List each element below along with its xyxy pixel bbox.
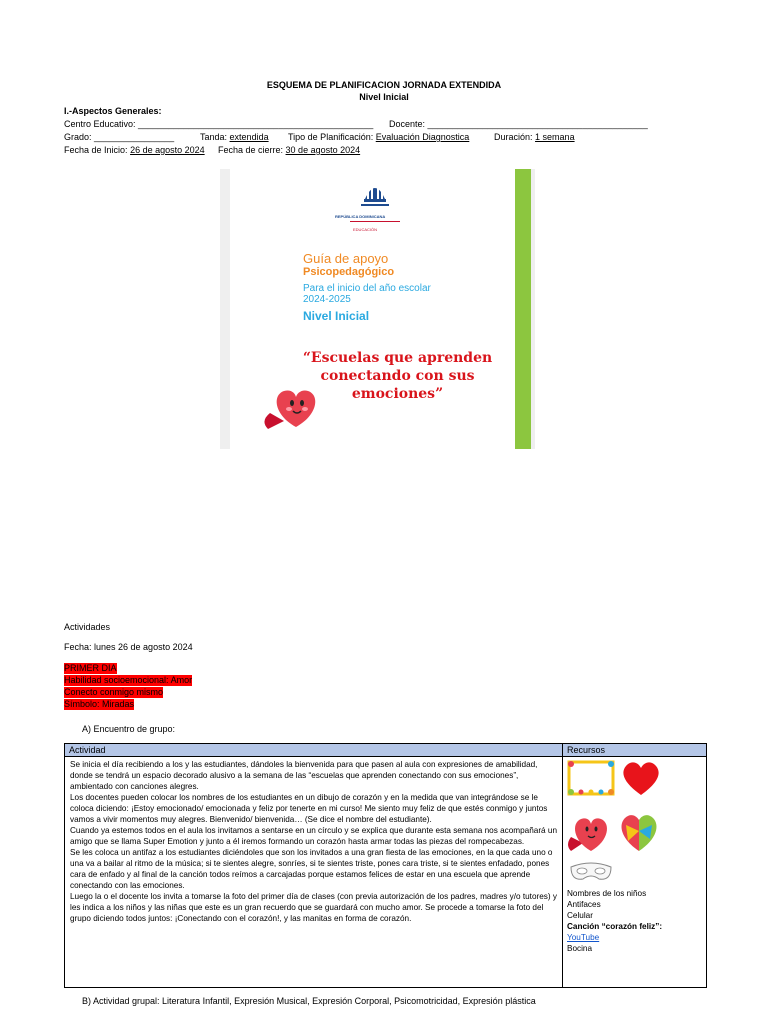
actividad-paragraph: Los docentes pueden colocar los nombres de los estudiantes en un dibujo de corazón y en la medida que van integrándose se le coloca diciendo: ¡Estoy emocionado/ emocionada y feliz por tenerte en mi curso! Me siento muy feliz de que estés conmigo y juntos vamos a vivir momentos muy alegres. Bienvenido/ bienvenida… (Se dice el nombre del estudiante). xyxy=(70,793,548,824)
header-actividad: Actividad xyxy=(69,745,106,755)
actividad-paragraph: Luego la o el docente los invita a tomarse la foto del primer día de clases (con previa autorización de los padres, madres y/o tutores) y les indica a los niños y las niñas que este es un gran recuerdo que se guardará con mucho amor. Se procede a tomarse la foto del grupo diciendo todos juntos: ¡Conectando con el corazón!, y las manitas en forma de corazón. xyxy=(70,892,557,923)
activities-label: Actividades xyxy=(64,622,111,632)
duracion-field xyxy=(494,132,575,143)
cover-para-line2: 2024-2025 xyxy=(303,294,351,305)
cover-guia: Guía de apoyo xyxy=(303,251,389,266)
centro-educativo-field: Centro Educativo: _______________________________________________ xyxy=(64,119,374,129)
government-seal-icon xyxy=(359,179,391,209)
cover-divider xyxy=(350,221,400,222)
cierre-label: Fecha de cierre: xyxy=(218,145,284,155)
cover-nivel: Nivel Inicial xyxy=(303,309,370,323)
red-heart-icon xyxy=(620,759,662,797)
habilidad-label: Habilidad socioemocional: Amor xyxy=(64,675,193,685)
cover-republica: REPÚBLICA DOMINICANA xyxy=(335,214,386,219)
section-a-heading: A) Encuentro de grupo: xyxy=(82,724,176,734)
cover-page xyxy=(230,169,515,449)
cover-para-line1: Para el inicio del año escolar xyxy=(303,283,431,294)
actividad-paragraph: Cuando ya estemos todos en el aula los invitamos a sentarse en un círculo y se explica que durante esta semana nos acompañará un amigo que se llama Super Emotion y junto a él iremos formando un corazón hasta armar todas las piezas del rompecabezas. xyxy=(70,826,557,846)
tanda-value: extendida xyxy=(229,132,269,142)
general-heading: I.-Aspectos Generales: xyxy=(64,106,162,116)
grado-field: Grado: ________________ xyxy=(64,132,175,142)
heart-puzzle-icon xyxy=(616,811,662,853)
heart-mascot-icon xyxy=(262,381,326,433)
document-subtitle: Nivel Inicial xyxy=(359,92,409,102)
tipo-planificacion-field xyxy=(288,132,469,143)
table-row xyxy=(65,757,706,987)
activity-table xyxy=(64,743,707,988)
guide-cover-image xyxy=(220,169,535,449)
actividad-cell xyxy=(70,759,558,924)
recurso-nombres: Nombres de los niños xyxy=(567,889,647,898)
cover-green-bar xyxy=(515,169,531,449)
fecha-inicio-field xyxy=(64,145,205,156)
tipo-label: Tipo de Planificación: xyxy=(288,132,374,142)
mask-icon xyxy=(569,861,613,883)
day-label: PRIMER DIA xyxy=(64,663,117,673)
document-title: ESQUEMA DE PLANIFICACION JORNADA EXTENDIDA xyxy=(266,80,502,90)
cierre-value: 30 de agosto 2024 xyxy=(285,145,361,155)
decorated-frame-icon xyxy=(567,760,615,796)
recurso-bocina: Bocina xyxy=(567,944,593,953)
inicio-label: Fecha de Inicio: xyxy=(64,145,128,155)
activities-date: Fecha: lunes 26 de agosto 2024 xyxy=(64,642,193,652)
cover-educacion: EDUCACIÓN xyxy=(353,227,378,232)
duracion-label: Duración: xyxy=(494,132,533,142)
docente-field: Docente: ____________________________________________ xyxy=(389,119,648,129)
cover-psico: Psicopedagógico xyxy=(303,266,395,278)
tipo-value: Evaluación Diagnostica xyxy=(375,132,470,142)
tanda-label: Tanda: xyxy=(200,132,228,142)
recurso-celular: Celular xyxy=(567,911,593,920)
section-b-heading: B) Actividad grupal: Literatura Infantil, Expresión Musical, Expresión Corporal, Psicomotricidad, Expresión plástica xyxy=(82,996,536,1006)
cover-quote: “Escuelas que aprenden conectando con sus emociones” xyxy=(302,350,493,402)
fecha-cierre-field xyxy=(218,145,360,156)
table-header xyxy=(65,744,706,757)
inicio-value: 26 de agosto 2024 xyxy=(130,145,205,155)
simbolo-label: Símbolo: Miradas xyxy=(64,699,135,709)
header-recursos: Recursos xyxy=(567,745,606,755)
recurso-cancion: Canción “corazón feliz”: xyxy=(567,922,663,931)
tanda-field xyxy=(200,132,269,143)
duracion-value: 1 semana xyxy=(535,132,575,142)
conecto-label: Conecto conmigo mismo xyxy=(64,687,164,697)
heart-mascot-icon xyxy=(567,809,611,855)
actividad-paragraph: Se les coloca un antifaz a los estudiantes diciéndoles que son los invitados a una gran fiesta de las emociones, en la que cada uno o una va a bailar al ritmo de la música; si te sientes alegre, sonríes, si te sientes triste, pones cara triste, si te sientes enfadado, pones cara de enfado y al final de la canción todos reímos a carcajadas porque estamos felices de estar en una escuela que aprende conectando con las emociones. xyxy=(70,848,553,890)
recurso-antifaces: Antifaces xyxy=(567,900,601,909)
youtube-link[interactable]: YouTube xyxy=(567,933,600,942)
actividad-paragraph: Se inicia el día recibiendo a los y las estudiantes, dándoles la bienvenida para que pasen al aula con expresiones de amabilidad, donde se tendrá un espacio decorado alusivo a la semana de las “escuelas que aprenden conectando con sus emociones”, ambientado con canciones alegres. xyxy=(70,760,538,791)
